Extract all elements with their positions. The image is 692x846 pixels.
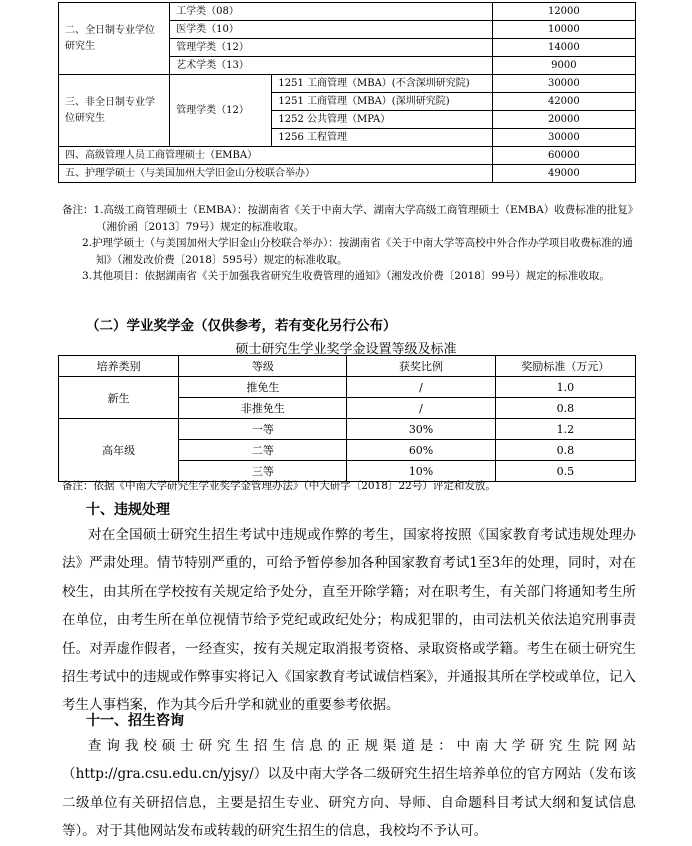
value-cell: 30000	[492, 129, 635, 147]
scholarship-table	[58, 355, 636, 482]
group-cell: 三、非全日制专业学位研究生	[59, 75, 170, 147]
value-cell: 9000	[492, 57, 635, 75]
note-2: 2.护理学硕士（与美国加州大学旧金山分校联合举办）：按湖南省《关于中南大学等高校中外合作办学项目收费标准的通知》（湘发改价费〔2018〕595号）规定的标准收取。	[82, 237, 633, 266]
table-row	[59, 3, 636, 21]
note-1: 备注：1.高级工商管理硕士（EMBA）：按湖南省《关于中南大学、湖南大学高级工商管理硕士（EMBA）收费标准的批复》（湘价函〔2013〕79号）规定的标准收取。	[62, 204, 639, 233]
ratio-cell: 60%	[347, 440, 495, 461]
column-header: 奖励标准（万元）	[495, 356, 635, 377]
sub-cell: 管理学类（12）	[170, 75, 272, 147]
amount-cell: 1.2	[495, 419, 635, 440]
ratio-cell: 10%	[347, 461, 495, 482]
table-row	[59, 165, 636, 183]
table-row	[59, 75, 636, 93]
section-10-title: 十、违规处理	[86, 502, 170, 518]
section-10-body: 对在全国硕士研究生招生考试中违规或作弊的考生，国家将按照《国家教育考试违规处理办法》严肃处理。情节特别严重的，可给予暂停参加各种国家教育考试1至3年的处理，同时，对在校生，由其所在学校按有关规定给予处分，直至开除学籍；对在职考生，有关部门将通知考生所在单位，由考生所在单位视情节给予党纪或政纪处分；构成犯罪的，由司法机关依法追究刑事责任。对弄虚作假者，一经查实，按有关规定取消报考资格、录取资格或学籍。考生在硕士研究生招生考试中的违规或作弊事实将记入《国家教育考试诚信档案》，并通报其所在学校或单位，记入考生人事档案，作为其今后升学和就业的重要参考依据。	[62, 527, 636, 714]
sub-cell: 医学类（10）	[170, 21, 493, 39]
scholarship-note: 备注：依据《中南大学研究生学业奖学金管理办法》（中大研字〔2018〕22号）评定和发放。	[62, 480, 496, 492]
amount-cell: 0.8	[495, 398, 635, 419]
level-cell: 一等	[179, 419, 347, 440]
scholarship-heading: （二）学业奖学金（仅供参考，若有变化另行公布）	[86, 318, 397, 334]
value-cell: 60000	[492, 147, 635, 165]
note-3: 3.其他项目：依据湖南省《关于加强我省研究生收费管理的通知》（湘发改价费〔2018〕99号）规定的标准收取。	[82, 270, 610, 282]
table-row	[59, 419, 636, 440]
value-cell: 30000	[492, 75, 635, 93]
category-cell: 新生	[59, 377, 179, 419]
column-header: 培养类别	[59, 356, 179, 377]
ratio-cell: 30%	[347, 419, 495, 440]
value-cell: 49000	[492, 165, 635, 183]
sub-cell: 工学类（08）	[170, 3, 493, 21]
level-cell: 三等	[179, 461, 347, 482]
section-11-body: 查询我校硕士研究生招生信息的正规渠道是：中南大学研究生院网站（http://gra.csu.edu.cn/yjsy/）以及中南大学各二级研究生招生培养单位的官方网站（发布该二级单位有关研招信息，主要是招生专业、研究方向、导师、自命题科目考试大纲和复试信息等）。对于其他网站发布或转载的研究生招生的信息，我校均不予认可。	[62, 738, 636, 840]
group-cell: 五、护理学硕士（与美国加州大学旧金山分校联合举办）	[59, 165, 493, 183]
value-cell: 12000	[492, 3, 635, 21]
table-header-row	[59, 356, 636, 377]
amount-cell: 1.0	[495, 377, 635, 398]
value-cell: 20000	[492, 111, 635, 129]
group-cell: 四、高级管理人员工商管理硕士（EMBA）	[59, 147, 493, 165]
level-cell: 二等	[179, 440, 347, 461]
detail-cell: 1256 工程管理	[272, 129, 492, 147]
amount-cell: 0.8	[495, 440, 635, 461]
amount-cell: 0.5	[495, 461, 635, 482]
tuition-fee-table	[58, 2, 636, 183]
group-cell: 二、全日制专业学位研究生	[59, 3, 170, 75]
category-cell: 高年级	[59, 419, 179, 482]
value-cell: 10000	[492, 21, 635, 39]
scholarship-caption: 硕士研究生学业奖学金设置等级及标准	[235, 342, 457, 357]
ratio-cell: /	[347, 398, 495, 419]
column-header: 获奖比例	[347, 356, 495, 377]
level-cell: 推免生	[179, 377, 347, 398]
value-cell: 42000	[492, 93, 635, 111]
sub-cell: 艺术学类（13）	[170, 57, 493, 75]
value-cell: 14000	[492, 39, 635, 57]
sub-cell: 管理学类（12）	[170, 39, 493, 57]
fee-notes	[62, 202, 640, 285]
detail-cell: 1252 公共管理（MPA）	[272, 111, 492, 129]
detail-cell: 1251 工商管理（MBA）(不含深圳研究院)	[272, 75, 492, 93]
level-cell: 非推免生	[179, 398, 347, 419]
column-header: 等级	[179, 356, 347, 377]
section-11-title: 十一、招生咨询	[86, 713, 184, 729]
table-row	[59, 147, 636, 165]
ratio-cell: /	[347, 377, 495, 398]
table-row	[59, 377, 636, 398]
detail-cell: 1251 工商管理（MBA）(深圳研究院)	[272, 93, 492, 111]
